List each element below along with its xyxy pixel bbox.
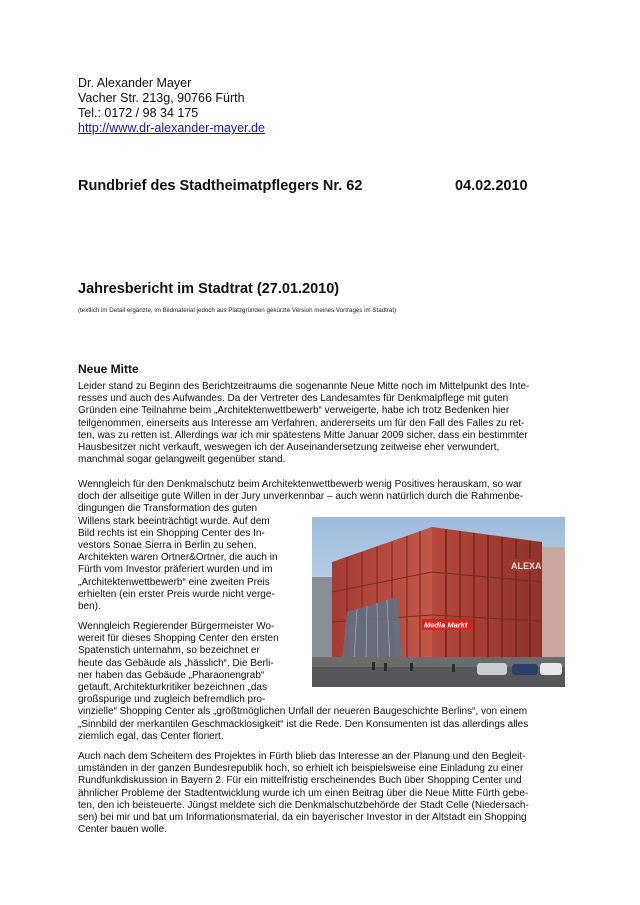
text-line: Willens stark beeinträchtigt wurde. Auf dem <box>78 515 270 527</box>
text-line: Spatenstich unternahm, so bezeichnet er <box>78 645 260 657</box>
text-line: Fürth vom Investor präferiert wurden und im <box>78 564 273 576</box>
text-line: getauft, Architekturkritiker bezeichnen „das <box>78 682 267 694</box>
address-block <box>78 76 265 136</box>
text-line: umständen in der ganzen Bundesrepublik hoch, so erhielt ich beispielsweise eine Einladung zu einer <box>78 763 524 775</box>
sign-alexa: ALEXA <box>511 561 542 571</box>
report-heading: Jahresbericht im Stadtrat (27.01.2010) <box>78 281 340 297</box>
text-line: „Architektenwettbewerb“ eine zweiten Preis <box>78 576 270 588</box>
text-line: teilgenommen, einerseits aus Interesse am Verfahren, andererseits um für den Fall des Falles zu ret- <box>78 417 525 429</box>
newsletter-date: 04.02.2010 <box>455 178 528 194</box>
author-street: Vacher Str. 213g, 90766 Fürth <box>78 91 245 105</box>
text-line: resses und auch des Aufwandes. Da der Vertreter des Landesamtes für Denkmalpflege mit guten <box>78 393 509 405</box>
text-line: manchmal sogar gelangweilt gegenüber stand. <box>78 454 286 466</box>
sign-media-markt: Media Markt <box>424 620 468 630</box>
text-line: „Sinnbild der merkantilen Geschmacklosigkeit“ ist die Rede. Den Konsumenten ist das allerdings alles <box>78 718 529 730</box>
text-line: großspurige und zugleich befremdlich pro- <box>78 694 266 706</box>
text-line: Wenngleich für den Denkmalschutz beim Architektenwettbewerb wenig Positives herauskam, so war <box>78 479 522 490</box>
text-line: Auch nach dem Scheitern des Projektes in Fürth blieb das Interesse an der Planung und den Begleit- <box>78 751 526 762</box>
text-line: wereit für dieses Shopping Center den ersten <box>78 633 279 645</box>
shopping-center-photo <box>312 517 565 687</box>
text-line: ähnlicher Probleme der Stadtentwicklung wurde ich um einen Beitrag über die Neue Mitte Fürth gebe- <box>78 787 529 799</box>
paragraph-4 <box>78 751 529 836</box>
text-line: Wenngleich Regierender Bürgermeister Wo- <box>78 621 275 632</box>
text-line: heute das Gebäude als „hässlich“. Die Berli- <box>78 657 274 669</box>
section-heading: Neue Mitte <box>78 362 139 376</box>
text-line: ten, den ich beisteuerte. Jüngst meldete sich die Denkmalschutzbehörde der Stadt Celle (Niedersach- <box>78 799 529 811</box>
text-line: Center bauen wolle. <box>78 824 167 836</box>
text-line: Hausbesitzer nicht verkauft, weswegen ich der Auseinandersetzung zeitweise eher verwundert, <box>78 442 500 454</box>
text-line: ten, was zu retten ist. Allerdings war ich mir spätestens Mitte Januar 2009 sicher, dass ein bestimmter <box>78 429 528 441</box>
text-line: ner haben das Gebäude „Pharaonengrab“ <box>78 669 265 681</box>
text-line: Gründen eine Teilnahme beim „Architektenwettbewerb“ verweigerte, habe ich trotz Bedenken hier <box>78 405 510 417</box>
text-line: vinzielle“ Shopping Center als „größtmöglichen Unfall der neueren Baugeschichte Berlins“, von einem <box>78 706 528 718</box>
text-line: erhielten (ein erster Preis wurde nicht verge- <box>78 588 275 600</box>
text-line: Rundfunkdiskussion in Bayern 2. Für ein mittelfristig erscheinendes Buch über Shopping Center und <box>78 775 522 787</box>
text-line: sen) bei mir und bat um Informationsmaterial, da ein bayerischer Investor in der Altstadt ein Shopping <box>78 812 527 824</box>
author-website-link[interactable]: http://www.dr-alexander-mayer.de <box>78 121 265 135</box>
text-line: ziemlich egal, das Center floriert. <box>78 730 224 742</box>
text-line: vestors Sonae Sierra in Berlin zu sehen, <box>78 540 257 552</box>
text-line: doch der allseitige gute Willen in der Jury unverkennbar – auch wenn natürlich durch die Rahmenbe- <box>78 491 524 503</box>
paragraph-1 <box>78 381 529 466</box>
text-line: dingungen die Transformation des guten <box>78 503 258 515</box>
author-phone: Tel.: 0172 / 98 34 175 <box>78 106 199 120</box>
author-name: Dr. Alexander Mayer <box>78 76 192 90</box>
text-line: Architekten waren Ortner&Ortner, die auch in <box>78 552 278 564</box>
text-line: Bild rechts ist ein Shopping Center des In- <box>78 527 265 539</box>
text-line: ben). <box>78 601 101 613</box>
report-note: (textlich im Detail ergänzte, im Bildmaterial jedoch aus Platzgründen gekürzte Version meines Vortrages im Stadtrat) <box>78 307 397 314</box>
text-line: Leider stand zu Beginn des Berichtzeitraums die sogenannte Neue Mitte noch im Mittelpunkt des Inte- <box>78 381 530 392</box>
newsletter-title: Rundbrief des Stadtheimatpflegers Nr. 62 <box>78 178 363 194</box>
